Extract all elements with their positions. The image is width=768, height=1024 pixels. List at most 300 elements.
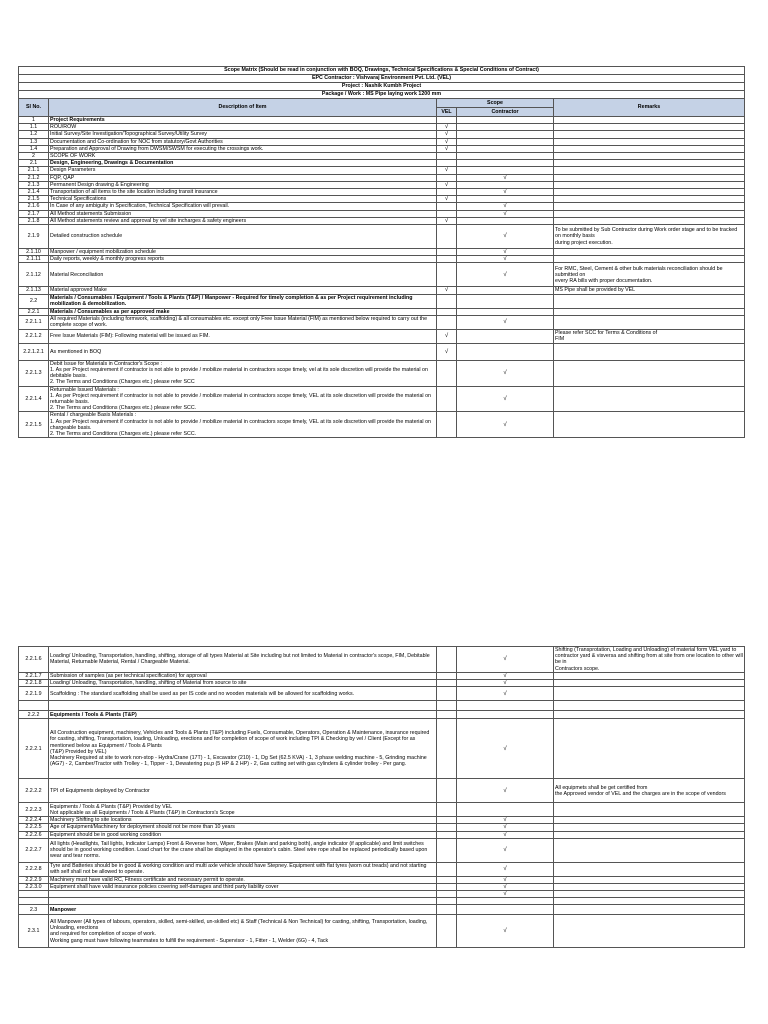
vel-scope-cell: √ bbox=[437, 287, 457, 294]
vel-scope-cell bbox=[437, 153, 457, 160]
sl-cell: 2.1.7 bbox=[19, 210, 49, 217]
col-header-vel: VEL bbox=[437, 108, 457, 117]
table-row bbox=[19, 803, 745, 817]
description-cell: Tyre and Batteries should be in good & working condition and multi axle vehicle should have Stepney. Equipment with flat tyres (worn out treads) and not starting with self shall not be allowed to operate. bbox=[49, 862, 437, 876]
table-row bbox=[19, 876, 745, 883]
vel-scope-cell bbox=[437, 905, 457, 915]
sl-cell: 2.2.2.2 bbox=[19, 779, 49, 803]
table-row bbox=[19, 225, 745, 249]
description-cell: Equipments / Tools & Plants (T&P) bbox=[49, 711, 437, 719]
vel-scope-cell bbox=[437, 876, 457, 883]
title-line: Scope Matrix (Should be read in conjunction with BOQ, Drawings, Technical Specifications & Special Conditions of Contract) bbox=[19, 67, 745, 75]
sl-cell: 2.1.6 bbox=[19, 203, 49, 210]
table-row bbox=[19, 360, 745, 386]
sl-cell: 1.1 bbox=[19, 124, 49, 131]
contractor-scope-cell: √ bbox=[457, 862, 554, 876]
vel-scope-cell bbox=[437, 308, 457, 315]
contractor-scope-cell: √ bbox=[457, 386, 554, 412]
remarks-cell bbox=[554, 210, 745, 217]
sl-cell: 2.1.11 bbox=[19, 256, 49, 263]
table-row bbox=[19, 210, 745, 217]
col-header-contractor: Contractor bbox=[457, 108, 554, 117]
contractor-scope-cell bbox=[457, 294, 554, 308]
sl-cell: 2.1.10 bbox=[19, 249, 49, 256]
contractor-scope-cell: √ bbox=[457, 210, 554, 217]
sl-cell: 2.2.2.8 bbox=[19, 862, 49, 876]
table-row bbox=[19, 287, 745, 294]
description-cell: All lights (Headlights, Tail lights, Indicator Lamps) Front & Reverse horn, Wiper, Brakes (Main and parking both), angle indicator (if applicable) and limit switches should be in good working condition. Load chart for the crane shall be displayed in the operator's cabin. Steel wire rope shall be replaced periodically based upon wear and tear norms. bbox=[49, 838, 437, 862]
sl-cell: 2.1.2 bbox=[19, 174, 49, 181]
vel-scope-cell bbox=[437, 412, 457, 438]
description-cell: Daily reports, weekly & monthly progress reports bbox=[49, 256, 437, 263]
contractor-scope-cell: √ bbox=[457, 876, 554, 883]
sl-cell: 2.2.1.8 bbox=[19, 680, 49, 687]
contractor-scope-cell: √ bbox=[457, 687, 554, 701]
description-cell: Free Issue Materials (FIM): Following material will be issued as FIM. bbox=[49, 329, 437, 343]
remarks-cell bbox=[554, 189, 745, 196]
contractor-scope-cell: √ bbox=[457, 174, 554, 181]
sl-cell: 2.2.2.7 bbox=[19, 838, 49, 862]
description-cell: Material Reconciliation bbox=[49, 263, 437, 287]
contractor-scope-cell: √ bbox=[457, 412, 554, 438]
remarks-cell bbox=[554, 831, 745, 838]
table-row bbox=[19, 647, 745, 673]
description-cell: Loading/ Unloading, Transportation, handling, shifting of Material from source to site bbox=[49, 680, 437, 687]
description-cell: Design Parameters bbox=[49, 167, 437, 174]
table-row bbox=[19, 189, 745, 196]
remarks-cell bbox=[554, 138, 745, 145]
description-cell: Material approved Make bbox=[49, 287, 437, 294]
vel-scope-cell bbox=[437, 249, 457, 256]
description-cell: Materials / Consumables as per approved make bbox=[49, 308, 437, 315]
table-row bbox=[19, 838, 745, 862]
remarks-cell bbox=[554, 249, 745, 256]
sl-cell: 1.4 bbox=[19, 145, 49, 152]
contractor-scope-cell bbox=[457, 217, 554, 224]
description-cell: Initial Survey/Site Investigation/Topographical Survey/Utility Survey bbox=[49, 131, 437, 138]
description-cell: Machinery must have valid RC, Fitness certificate and necessary permit to operate. bbox=[49, 876, 437, 883]
contractor-scope-cell: √ bbox=[457, 884, 554, 891]
remarks-cell bbox=[554, 294, 745, 308]
description-cell: Machinery Shifting to site locations bbox=[49, 817, 437, 824]
remarks-cell bbox=[554, 131, 745, 138]
remarks-cell bbox=[554, 124, 745, 131]
contractor-scope-cell: √ bbox=[457, 680, 554, 687]
remarks-cell bbox=[554, 386, 745, 412]
vel-scope-cell bbox=[437, 803, 457, 817]
remarks-cell bbox=[554, 203, 745, 210]
remarks-cell bbox=[554, 145, 745, 152]
remarks-cell bbox=[554, 672, 745, 679]
contractor-scope-cell: √ bbox=[457, 203, 554, 210]
remarks-cell bbox=[554, 915, 745, 948]
sl-cell: 2.1.3 bbox=[19, 181, 49, 188]
table-row bbox=[19, 196, 745, 203]
sl-cell: 2.3 bbox=[19, 905, 49, 915]
remarks-cell: For RMC, Steel, Cement & other bulk materials reconciliation should be submitted on every RA bills with proper documentation. bbox=[554, 263, 745, 287]
table-row bbox=[19, 145, 745, 152]
remarks-cell bbox=[554, 876, 745, 883]
vel-scope-cell bbox=[437, 256, 457, 263]
remarks-cell bbox=[554, 167, 745, 174]
table-row bbox=[19, 831, 745, 838]
vel-scope-cell: √ bbox=[437, 138, 457, 145]
table-row bbox=[19, 915, 745, 948]
table-row bbox=[19, 898, 745, 905]
remarks-cell bbox=[554, 862, 745, 876]
remarks-cell bbox=[554, 181, 745, 188]
description-cell bbox=[49, 701, 437, 711]
description-cell: All required Materials (including formwork, scaffolding) & all consumables etc. except only Free Issue Material (FIM) as mentioned below required to carry out the complete scope of work. bbox=[49, 315, 437, 329]
description-cell: Manpower / equipment mobilization schedule bbox=[49, 249, 437, 256]
description-cell: Equipment shall have valid insurance policies covering self-damages and third party liability cover bbox=[49, 884, 437, 891]
remarks-cell bbox=[554, 905, 745, 915]
remarks-cell bbox=[554, 217, 745, 224]
contractor-scope-cell bbox=[457, 803, 554, 817]
vel-scope-cell bbox=[437, 831, 457, 838]
description-cell: Loading/ Unloading, Transportation, handling, shifting, storage of all types Material at Site including but not limited to Material in contractor's scope, FIM, Debitable Material, Returnable Material, Rental / Chargeable Material. bbox=[49, 647, 437, 673]
project-line: Project : Nashik Kumbh Project bbox=[19, 83, 745, 91]
table-row bbox=[19, 167, 745, 174]
vel-scope-cell bbox=[437, 824, 457, 831]
contractor-scope-cell bbox=[457, 701, 554, 711]
contractor-scope-cell: √ bbox=[457, 824, 554, 831]
table-row bbox=[19, 181, 745, 188]
vel-scope-cell bbox=[437, 672, 457, 679]
vel-scope-cell bbox=[437, 898, 457, 905]
vel-scope-cell bbox=[437, 210, 457, 217]
description-cell: Permanent Design drawing & Engineering bbox=[49, 181, 437, 188]
sl-cell: 1 bbox=[19, 117, 49, 124]
remarks-cell bbox=[554, 343, 745, 360]
table-row bbox=[19, 203, 745, 210]
contractor-scope-cell: √ bbox=[457, 225, 554, 249]
table-row bbox=[19, 412, 745, 438]
table-row bbox=[19, 884, 745, 891]
vel-scope-cell bbox=[437, 711, 457, 719]
col-header-scope: Scope bbox=[437, 99, 554, 108]
vel-scope-cell bbox=[437, 189, 457, 196]
table-row bbox=[19, 131, 745, 138]
sl-cell: 2.3.1 bbox=[19, 915, 49, 948]
vel-scope-cell bbox=[437, 174, 457, 181]
table-row bbox=[19, 891, 745, 898]
vel-scope-cell bbox=[437, 719, 457, 779]
vel-scope-cell: √ bbox=[437, 329, 457, 343]
table-row bbox=[19, 329, 745, 343]
contractor-scope-cell: √ bbox=[457, 360, 554, 386]
package-line: Package / Work : MS Pipe laying work 1200 mm bbox=[19, 91, 745, 99]
sl-cell: 2 bbox=[19, 153, 49, 160]
description-cell: Equipment should be in good working condition bbox=[49, 831, 437, 838]
description-cell: Debit Issue for Materials in Contractor's Scope : 1. As per Project requirement if contractor is not able to provide / mobilize material in contractors scope timely, vel at its sole discretion will provide the material on debitable basis. 2. The Terms and Conditions (Charges etc.) please refer SCC bbox=[49, 360, 437, 386]
remarks-cell: MS Pipe shall be provided by VEL bbox=[554, 287, 745, 294]
table-row bbox=[19, 160, 745, 167]
vel-scope-cell bbox=[437, 386, 457, 412]
remarks-cell: Please refer SCC for Terms & Conditions of FIM bbox=[554, 329, 745, 343]
contractor-scope-cell: √ bbox=[457, 719, 554, 779]
remarks-cell bbox=[554, 153, 745, 160]
remarks-cell: To be submitted by Sub Contractor during Work order stage and to be tracked on monthly basis during project execution. bbox=[554, 225, 745, 249]
table-row bbox=[19, 779, 745, 803]
sl-cell: 2.2.1.5 bbox=[19, 412, 49, 438]
contractor-scope-cell bbox=[457, 153, 554, 160]
vel-scope-cell bbox=[437, 203, 457, 210]
description-cell: FQP, QAP bbox=[49, 174, 437, 181]
sl-cell: 2.2.2.1 bbox=[19, 719, 49, 779]
vel-scope-cell: √ bbox=[437, 124, 457, 131]
description-cell: Equipments / Tools & Plants (T&P) Provided by VEL Not applicable as all Equipments / Tools & Plants (T&P) in Contractors's Scope bbox=[49, 803, 437, 817]
contractor-scope-cell bbox=[457, 145, 554, 152]
vel-scope-cell: √ bbox=[437, 145, 457, 152]
description-cell: Technical Specifications bbox=[49, 196, 437, 203]
sl-cell: 2.1.5 bbox=[19, 196, 49, 203]
sl-cell: 2.2.1.2.1 bbox=[19, 343, 49, 360]
description-cell: Documentation and Co-ordination for NOC from statutory/Govt Authorities bbox=[49, 138, 437, 145]
vel-scope-cell bbox=[437, 117, 457, 124]
description-cell: Scaffolding : The standard scaffolding shall be used as per IS code and no wooden materials will be allowed for scaffolding works. bbox=[49, 687, 437, 701]
contractor-scope-cell: √ bbox=[457, 779, 554, 803]
sl-cell: 2.1.1 bbox=[19, 167, 49, 174]
remarks-cell: All equipmets shall be get certified from the Approved vendor of VEL and the charges are in the scope of vendors bbox=[554, 779, 745, 803]
remarks-cell bbox=[554, 891, 745, 898]
table-row bbox=[19, 256, 745, 263]
contractor-scope-cell: √ bbox=[457, 647, 554, 673]
sl-cell: 2.1 bbox=[19, 160, 49, 167]
contractor-scope-cell bbox=[457, 131, 554, 138]
sl-cell: 2.2.2.4 bbox=[19, 817, 49, 824]
table-row bbox=[19, 862, 745, 876]
description-cell: Design, Engineering, Drawings & Documentation bbox=[49, 160, 437, 167]
sl-cell: 2.2.1.7 bbox=[19, 672, 49, 679]
table-row bbox=[19, 701, 745, 711]
contractor-scope-cell bbox=[457, 160, 554, 167]
contractor-scope-cell: √ bbox=[457, 256, 554, 263]
remarks-cell bbox=[554, 315, 745, 329]
vel-scope-cell: √ bbox=[437, 196, 457, 203]
table-row bbox=[19, 672, 745, 679]
table-row bbox=[19, 719, 745, 779]
description-cell: Project Requirements bbox=[49, 117, 437, 124]
sl-cell: 2.2.2 bbox=[19, 711, 49, 719]
vel-scope-cell bbox=[437, 891, 457, 898]
vel-scope-cell bbox=[437, 779, 457, 803]
table-row bbox=[19, 124, 745, 131]
table-row bbox=[19, 817, 745, 824]
contractor-scope-cell: √ bbox=[457, 891, 554, 898]
table-row bbox=[19, 153, 745, 160]
remarks-cell bbox=[554, 824, 745, 831]
remarks-cell bbox=[554, 160, 745, 167]
col-header-remarks: Remarks bbox=[554, 99, 745, 117]
table-row bbox=[19, 905, 745, 915]
vel-scope-cell bbox=[437, 817, 457, 824]
table-row bbox=[19, 308, 745, 315]
contractor-scope-cell bbox=[457, 117, 554, 124]
contractor-scope-cell bbox=[457, 287, 554, 294]
remarks-cell bbox=[554, 898, 745, 905]
vel-scope-cell bbox=[437, 862, 457, 876]
sl-cell: 2.2.2.5 bbox=[19, 824, 49, 831]
vel-scope-cell bbox=[437, 680, 457, 687]
remarks-cell bbox=[554, 687, 745, 701]
contractor-scope-cell bbox=[457, 196, 554, 203]
vel-scope-cell: √ bbox=[437, 343, 457, 360]
table-row bbox=[19, 138, 745, 145]
remarks-cell bbox=[554, 817, 745, 824]
remarks-cell bbox=[554, 117, 745, 124]
contractor-scope-cell bbox=[457, 343, 554, 360]
remarks-cell bbox=[554, 701, 745, 711]
description-cell: Detailed construction schedule bbox=[49, 225, 437, 249]
vel-scope-cell: √ bbox=[437, 217, 457, 224]
description-cell: Age of Equipment/Machinery for deployment should not be more than 10 years bbox=[49, 824, 437, 831]
sl-cell: 2.1.9 bbox=[19, 225, 49, 249]
vel-scope-cell bbox=[437, 884, 457, 891]
remarks-cell bbox=[554, 308, 745, 315]
description-cell: Rental / chargeable Basis Materials : 1. As per Project requirement if contractor is not able to provide / mobilize material in contractors scope timely, VEL at its sole discretion will provide the material on chargeable basis. 2. The Terms and Conditions (Charges etc.) please refer SCC. bbox=[49, 412, 437, 438]
table-row bbox=[19, 315, 745, 329]
vel-scope-cell bbox=[437, 915, 457, 948]
description-cell: All Manpower (All types of labours, operators, skilled, semi-skilled, un-skilled etc) & Staff (Technical & Non Technical) for casting, shifting, Transportation, loading, Unloading, erections and required for completion of scope of work. Working gang must have following teammates to fulfill the requirement - Supervisor - 1, Fitter - 1, Welder (6G) - 4, Tack bbox=[49, 915, 437, 948]
vel-scope-cell bbox=[437, 315, 457, 329]
sl-cell: 2.2.1.2 bbox=[19, 329, 49, 343]
remarks-cell bbox=[554, 719, 745, 779]
description-cell: Transportation of all items to the site location including transit insurance bbox=[49, 189, 437, 196]
contractor-scope-cell bbox=[457, 181, 554, 188]
description-cell: All Method statements Submission bbox=[49, 210, 437, 217]
description-cell: Manpower bbox=[49, 905, 437, 915]
remarks-cell bbox=[554, 196, 745, 203]
table-row bbox=[19, 117, 745, 124]
contractor-scope-cell: √ bbox=[457, 915, 554, 948]
table-row bbox=[19, 343, 745, 360]
table-row bbox=[19, 824, 745, 831]
vel-scope-cell: √ bbox=[437, 167, 457, 174]
sl-cell: 2.2.1.3 bbox=[19, 360, 49, 386]
sl-cell: 2.2.3.0 bbox=[19, 884, 49, 891]
description-cell: In Case of any ambiguity in Specification, Technical Specification will prevail. bbox=[49, 203, 437, 210]
description-cell: Submission of samples (as per technical specification) for approval bbox=[49, 672, 437, 679]
contractor-scope-cell: √ bbox=[457, 817, 554, 824]
contractor-scope-cell: √ bbox=[457, 315, 554, 329]
sl-cell: 2.2.1 bbox=[19, 308, 49, 315]
sl-cell: 2.2 bbox=[19, 294, 49, 308]
description-cell: SCOPE OF WORK bbox=[49, 153, 437, 160]
sl-cell: 2.2.1.6 bbox=[19, 647, 49, 673]
sl-cell: 1.3 bbox=[19, 138, 49, 145]
contractor-scope-cell bbox=[457, 308, 554, 315]
sl-cell: 2.2.2.3 bbox=[19, 803, 49, 817]
contractor-scope-cell bbox=[457, 711, 554, 719]
vel-scope-cell: √ bbox=[437, 181, 457, 188]
sl-cell bbox=[19, 891, 49, 898]
sl-cell: 2.1.8 bbox=[19, 217, 49, 224]
contractor-scope-cell: √ bbox=[457, 672, 554, 679]
contractor-scope-cell bbox=[457, 329, 554, 343]
contractor-scope-cell: √ bbox=[457, 831, 554, 838]
vel-scope-cell bbox=[437, 360, 457, 386]
table-row bbox=[19, 680, 745, 687]
remarks-cell bbox=[554, 174, 745, 181]
contractor-scope-cell bbox=[457, 898, 554, 905]
description-cell: As mentioned in BOQ bbox=[49, 343, 437, 360]
sl-cell: 2.2.2.9 bbox=[19, 876, 49, 883]
contractor-scope-cell: √ bbox=[457, 838, 554, 862]
description-cell: ROU/ROW bbox=[49, 124, 437, 131]
sl-cell: 2.2.1.9 bbox=[19, 687, 49, 701]
table-row bbox=[19, 711, 745, 719]
remarks-cell bbox=[554, 412, 745, 438]
vel-scope-cell bbox=[437, 225, 457, 249]
table-row bbox=[19, 249, 745, 256]
scope-matrix-table-page-1 bbox=[18, 66, 745, 438]
description-cell: All Construction equipment, machinery, Vehicles and Tools & Plants (T&P) including Fuels, Consumable, Operators, Operation & Maintenance, insurance required for casting, shifting, Transportation, loading, Unloading, erections and for completion of scope of work including TPI & Checking by vel / Client (Except for as mentioned below as Equipment / Tools & Plants (T&P) Provided by VEL) Machinery Required at site to work non-stop - Hydra/Crane (17T) - 1, Excavator (210) - 1, Dg Set (62.5 KVA) - 1, 3 phase welding machine - 5, Grinding machine (AG7) - 2, Camber/Tractor with Trolley - 1, Tipper - 1, Dewatering pu,p (5 HP & 2 HP) - 2, Gas cutting set with gas cylinders & cylinder trolley - Per gang. bbox=[49, 719, 437, 779]
vel-scope-cell bbox=[437, 838, 457, 862]
remarks-cell bbox=[554, 884, 745, 891]
vel-scope-cell bbox=[437, 647, 457, 673]
description-cell: TPI of Equipments deployed by Contractor bbox=[49, 779, 437, 803]
description-cell: Materials / Consumables / Equipment / Tools & Plants (T&P) / Manpower - Required for timely completion & as per Project requirement including mobilization & demobilization. bbox=[49, 294, 437, 308]
sl-cell: 2.2.2.6 bbox=[19, 831, 49, 838]
description-cell: All Method statements review and approval by vel site incharges & safety engineers bbox=[49, 217, 437, 224]
description-cell bbox=[49, 891, 437, 898]
vel-scope-cell: √ bbox=[437, 131, 457, 138]
contractor-scope-cell bbox=[457, 138, 554, 145]
description-cell: Returnable Issued Materials : 1. As per Project requirement if contractor is not able to provide / mobilize material in contractors scope timely, VEL at its sole discretion will provide the material on returnable basis. 2. The Terms and Conditions (Charges etc.) please refer SCC. bbox=[49, 386, 437, 412]
sl-cell bbox=[19, 701, 49, 711]
remarks-cell bbox=[554, 360, 745, 386]
remarks-cell bbox=[554, 838, 745, 862]
sl-cell: 2.1.12 bbox=[19, 263, 49, 287]
contractor-line: EPC Contractor : Vishvaraj Environment Pvt. Ltd. (VEL) bbox=[19, 75, 745, 83]
description-cell bbox=[49, 898, 437, 905]
remarks-cell bbox=[554, 680, 745, 687]
table-row bbox=[19, 294, 745, 308]
vel-scope-cell bbox=[437, 263, 457, 287]
sl-cell: 2.2.1.4 bbox=[19, 386, 49, 412]
contractor-scope-cell bbox=[457, 124, 554, 131]
contractor-scope-cell: √ bbox=[457, 189, 554, 196]
remarks-cell: Shifting (Transprotation, Loading and Unloading) of material form VEL yard to contractor yard & visversa and shifting from at site from one location to other will be in Contractors scope. bbox=[555, 647, 743, 672]
remarks-cell bbox=[554, 803, 745, 817]
col-header-description: Description of Item bbox=[49, 99, 437, 117]
scope-matrix-table-page-2 bbox=[18, 646, 745, 948]
col-header-sl: Sl No. bbox=[19, 99, 49, 117]
contractor-scope-cell: √ bbox=[457, 263, 554, 287]
remarks-cell bbox=[554, 711, 745, 719]
sl-cell: 2.2.1.1 bbox=[19, 315, 49, 329]
contractor-scope-cell: √ bbox=[457, 249, 554, 256]
sl-cell: 2.1.4 bbox=[19, 189, 49, 196]
remarks-cell bbox=[554, 256, 745, 263]
sl-cell: 1.2 bbox=[19, 131, 49, 138]
table-row bbox=[19, 217, 745, 224]
sl-cell bbox=[19, 898, 49, 905]
vel-scope-cell bbox=[437, 687, 457, 701]
table-row bbox=[19, 263, 745, 287]
contractor-scope-cell bbox=[457, 905, 554, 915]
vel-scope-cell bbox=[437, 160, 457, 167]
vel-scope-cell bbox=[437, 294, 457, 308]
table-row bbox=[19, 386, 745, 412]
contractor-scope-cell bbox=[457, 167, 554, 174]
table-row bbox=[19, 687, 745, 701]
sl-cell: 2.1.13 bbox=[19, 287, 49, 294]
description-cell: Preparation and Approval of Drawing from DWSM/SWSM for executing the crossings work. bbox=[49, 145, 437, 152]
vel-scope-cell bbox=[437, 701, 457, 711]
table-row bbox=[19, 174, 745, 181]
